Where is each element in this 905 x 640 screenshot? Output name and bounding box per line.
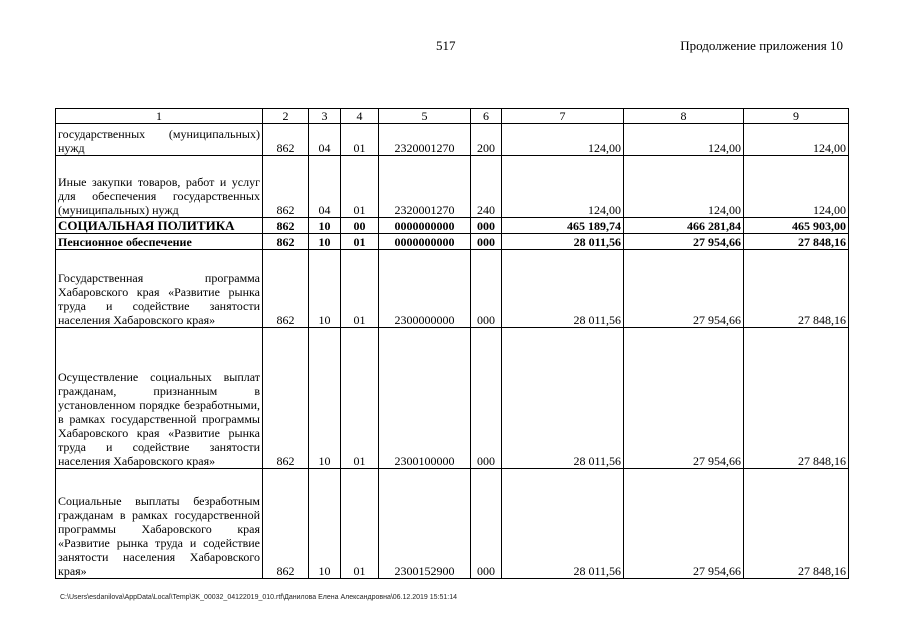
col-header-9: 9: [744, 109, 849, 124]
col-header-7: 7: [502, 109, 624, 124]
col-header-3: 3: [309, 109, 341, 124]
cell-admin-code: 862: [263, 234, 309, 250]
cell-amount-7: 124,00: [502, 124, 624, 156]
table-row-section-total: [56, 218, 849, 234]
col-header-1: 1: [56, 109, 263, 124]
budget-table: [55, 108, 849, 579]
cell-amount-9: 27 848,16: [744, 250, 849, 328]
cell-amount-9: 124,00: [744, 156, 849, 218]
cell-amount-7: 124,00: [502, 156, 624, 218]
cell-amount-8: 27 954,66: [624, 469, 744, 579]
cell-target-item: 0000000000: [379, 218, 471, 234]
cell-admin-code: 862: [263, 250, 309, 328]
cell-expense-type: 000: [471, 469, 502, 579]
cell-expense-type: 000: [471, 328, 502, 469]
cell-subsection: 00: [341, 218, 379, 234]
cell-section: 10: [309, 328, 341, 469]
cell-expense-type: 000: [471, 234, 502, 250]
col-header-2: 2: [263, 109, 309, 124]
cell-amount-9: 27 848,16: [744, 469, 849, 579]
cell-subsection: 01: [341, 234, 379, 250]
cell-amount-7: 28 011,56: [502, 250, 624, 328]
cell-amount-9: 27 848,16: [744, 328, 849, 469]
cell-subsection: 01: [341, 328, 379, 469]
cell-section: 10: [309, 234, 341, 250]
cell-amount-8: 124,00: [624, 124, 744, 156]
page-number: 517: [436, 38, 456, 53]
cell-amount-8: 124,00: [624, 156, 744, 218]
table-row-subsection-total: [56, 234, 849, 250]
cell-target-item: 2300000000: [379, 250, 471, 328]
cell-subsection: 01: [341, 250, 379, 328]
table-row: [56, 328, 849, 469]
cell-subsection: 01: [341, 156, 379, 218]
table-row: [56, 124, 849, 156]
cell-admin-code: 862: [263, 218, 309, 234]
cell-target-item: 2320001270: [379, 124, 471, 156]
cell-admin-code: 862: [263, 328, 309, 469]
cell-amount-8: 466 281,84: [624, 218, 744, 234]
row-name: Государственная программа Хабаровского края «Развитие рынка труда и содействие занятости населения Хабаровского края»: [56, 250, 263, 328]
cell-section: 04: [309, 156, 341, 218]
cell-amount-9: 465 903,00: [744, 218, 849, 234]
row-name: Пенсионное обеспечение: [56, 234, 263, 250]
file-path-footer: C:\Users\esdanilova\AppData\Local\Temp\3K_00032_04122019_010.rtf\Данилова Елена Александровна\06.12.2019 15:51:14: [60, 594, 458, 601]
row-name: Иные закупки товаров, работ и услуг для обеспечения государственных (муниципальных) нужд: [56, 156, 263, 218]
cell-subsection: 01: [341, 469, 379, 579]
cell-section: 10: [309, 250, 341, 328]
cell-section: 10: [309, 218, 341, 234]
cell-amount-8: 27 954,66: [624, 328, 744, 469]
row-name: государственных (муниципальных) нужд: [56, 124, 263, 156]
cell-admin-code: 862: [263, 469, 309, 579]
cell-expense-type: 240: [471, 156, 502, 218]
col-header-4: 4: [341, 109, 379, 124]
cell-target-item: 2300152900: [379, 469, 471, 579]
cell-amount-7: 28 011,56: [502, 234, 624, 250]
cell-amount-9: 27 848,16: [744, 234, 849, 250]
table-row: [56, 250, 849, 328]
cell-admin-code: 862: [263, 156, 309, 218]
table-row: [56, 469, 849, 579]
cell-amount-8: 27 954,66: [624, 250, 744, 328]
cell-amount-7: 28 011,56: [502, 328, 624, 469]
cell-amount-7: 28 011,56: [502, 469, 624, 579]
cell-expense-type: 000: [471, 218, 502, 234]
cell-target-item: 2320001270: [379, 156, 471, 218]
cell-amount-8: 27 954,66: [624, 234, 744, 250]
cell-subsection: 01: [341, 124, 379, 156]
cell-target-item: 0000000000: [379, 234, 471, 250]
cell-amount-9: 124,00: [744, 124, 849, 156]
row-name: СОЦИАЛЬНАЯ ПОЛИТИКА: [56, 218, 263, 234]
col-header-8: 8: [624, 109, 744, 124]
cell-section: 10: [309, 469, 341, 579]
cell-expense-type: 000: [471, 250, 502, 328]
cell-admin-code: 862: [263, 124, 309, 156]
column-number-header: [56, 109, 849, 124]
col-header-6: 6: [471, 109, 502, 124]
table-row: [56, 156, 849, 218]
col-header-5: 5: [379, 109, 471, 124]
cell-expense-type: 200: [471, 124, 502, 156]
row-name: Осуществление социальных выплат гражданам, признанным в установленном порядке безработными, в рамках государственной программы Хабаровского края «Развитие рынка труда и содействие занятости населения Хабаровского края»: [56, 328, 263, 469]
cell-target-item: 2300100000: [379, 328, 471, 469]
cell-section: 04: [309, 124, 341, 156]
appendix-note: Продолжение приложения 10: [680, 38, 843, 53]
row-name: Социальные выплаты безработным гражданам в рамках государственной программы Хабаровского края «Развитие рынка труда и содействие занятости населения Хабаровского края»: [56, 469, 263, 579]
cell-amount-7: 465 189,74: [502, 218, 624, 234]
